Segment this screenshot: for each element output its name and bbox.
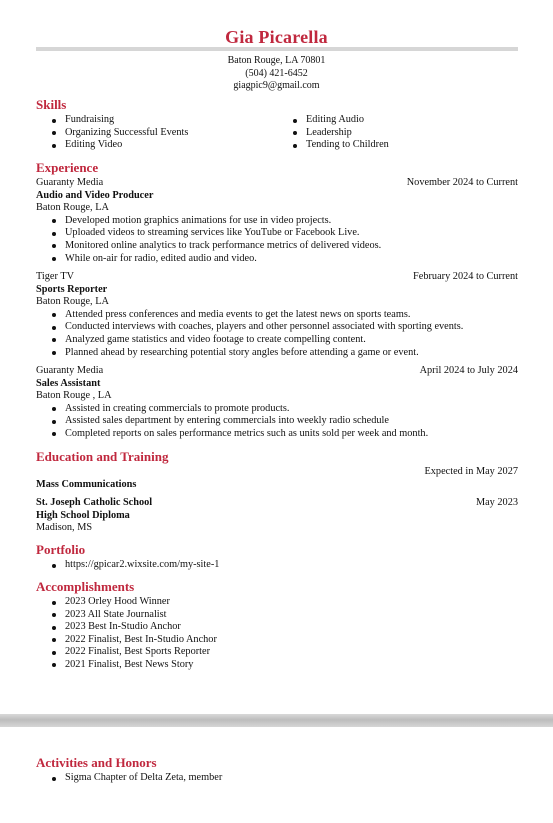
- section-heading-portfolio: Portfolio: [36, 542, 86, 557]
- job-bullets: [36, 215, 381, 265]
- list-item: Fundraising: [36, 114, 188, 127]
- list-item: 2023 Best In-Studio Anchor: [36, 621, 217, 634]
- list-item: Assisted sales department by entering commercials into weekly radio schedule: [36, 415, 428, 428]
- resume-page-2: [0, 727, 553, 823]
- job-title: Sales Assistant: [36, 377, 101, 389]
- header-divider: [36, 47, 518, 51]
- list-item: While on-air for radio, edited audio and video.: [36, 253, 381, 266]
- job-location: Baton Rouge , LA: [36, 390, 112, 402]
- job-location: Baton Rouge, LA: [36, 296, 109, 308]
- activities-list: [36, 772, 222, 785]
- section-heading-activities: Activities and Honors: [36, 755, 157, 770]
- list-item: Assisted in creating commercials to promote products.: [36, 403, 428, 416]
- portfolio-list: [36, 559, 219, 572]
- job-dates: November 2024 to Current: [406, 177, 518, 188]
- skills-list-left: [36, 114, 188, 152]
- list-item: Leadership: [277, 127, 389, 140]
- list-item: 2022 Finalist, Best Sports Reporter: [36, 646, 217, 659]
- list-item: Conducted interviews with coaches, players and other personnel associated with sporting events.: [36, 321, 463, 334]
- job-dates: April 2024 to July 2024: [419, 365, 518, 376]
- job-company: Guaranty Media: [36, 177, 104, 188]
- contact-address: Baton Rouge, LA 70801: [227, 55, 326, 66]
- education-dates: Expected in May 2027: [424, 466, 518, 477]
- education-school: St. Joseph Catholic School: [36, 497, 153, 508]
- job-bullets: [36, 403, 428, 441]
- list-item: Sigma Chapter of Delta Zeta, member: [36, 772, 222, 785]
- job-dates: February 2024 to Current: [413, 271, 518, 282]
- list-item: Tending to Children: [277, 139, 389, 152]
- section-heading-education: Education and Training: [36, 449, 169, 464]
- list-item: 2021 Finalist, Best News Story: [36, 659, 217, 672]
- candidate-name: Gia Picarella: [225, 27, 328, 47]
- skills-list-right: [277, 114, 389, 152]
- page-break: [0, 714, 553, 727]
- list-item: 2023 All State Journalist: [36, 609, 217, 622]
- job-company: Tiger TV: [36, 271, 75, 282]
- section-heading-experience: Experience: [36, 160, 99, 175]
- education-degree: High School Diploma: [36, 509, 130, 521]
- job-company: Guaranty Media: [36, 365, 104, 376]
- job-bullets: [36, 309, 463, 359]
- education-location: Madison, MS: [36, 522, 93, 534]
- list-item: Planned ahead by researching potential story angles before attending a game or event.: [36, 347, 463, 360]
- list-item: Editing Audio: [277, 114, 389, 127]
- portfolio-link[interactable]: https://gpicar2.wixsite.com/my-site-1: [36, 559, 219, 572]
- education-dates: May 2023: [475, 497, 518, 508]
- list-item: Completed reports on sales performance metrics such as units sold per week and month.: [36, 428, 428, 441]
- list-item: Organizing Successful Events: [36, 127, 188, 140]
- list-item: 2023 Orley Hood Winner: [36, 596, 217, 609]
- list-item: 2022 Finalist, Best In-Studio Anchor: [36, 634, 217, 647]
- list-item: Analyzed game statistics and video footage to create compelling content.: [36, 334, 463, 347]
- list-item: Uploaded videos to streaming services like YouTube or Facebook Live.: [36, 227, 381, 240]
- job-title: Audio and Video Producer: [36, 189, 154, 201]
- list-item: Developed motion graphics animations for use in video projects.: [36, 215, 381, 228]
- contact-phone: (504) 421-6452: [245, 67, 308, 79]
- job-title: Sports Reporter: [36, 283, 108, 295]
- list-item: Editing Video: [36, 139, 188, 152]
- education-degree: Mass Communications: [36, 478, 137, 490]
- section-heading-accomplishments: Accomplishments: [36, 579, 135, 594]
- contact-email: giagpic9@gmail.com: [233, 80, 320, 91]
- job-location: Baton Rouge, LA: [36, 202, 109, 214]
- accomplishments-list: [36, 596, 217, 672]
- list-item: Attended press conferences and media events to get the latest news on sports teams.: [36, 309, 463, 322]
- list-item: Monitored online analytics to track performance metrics of delivered videos.: [36, 240, 381, 253]
- section-heading-skills: Skills: [36, 97, 67, 112]
